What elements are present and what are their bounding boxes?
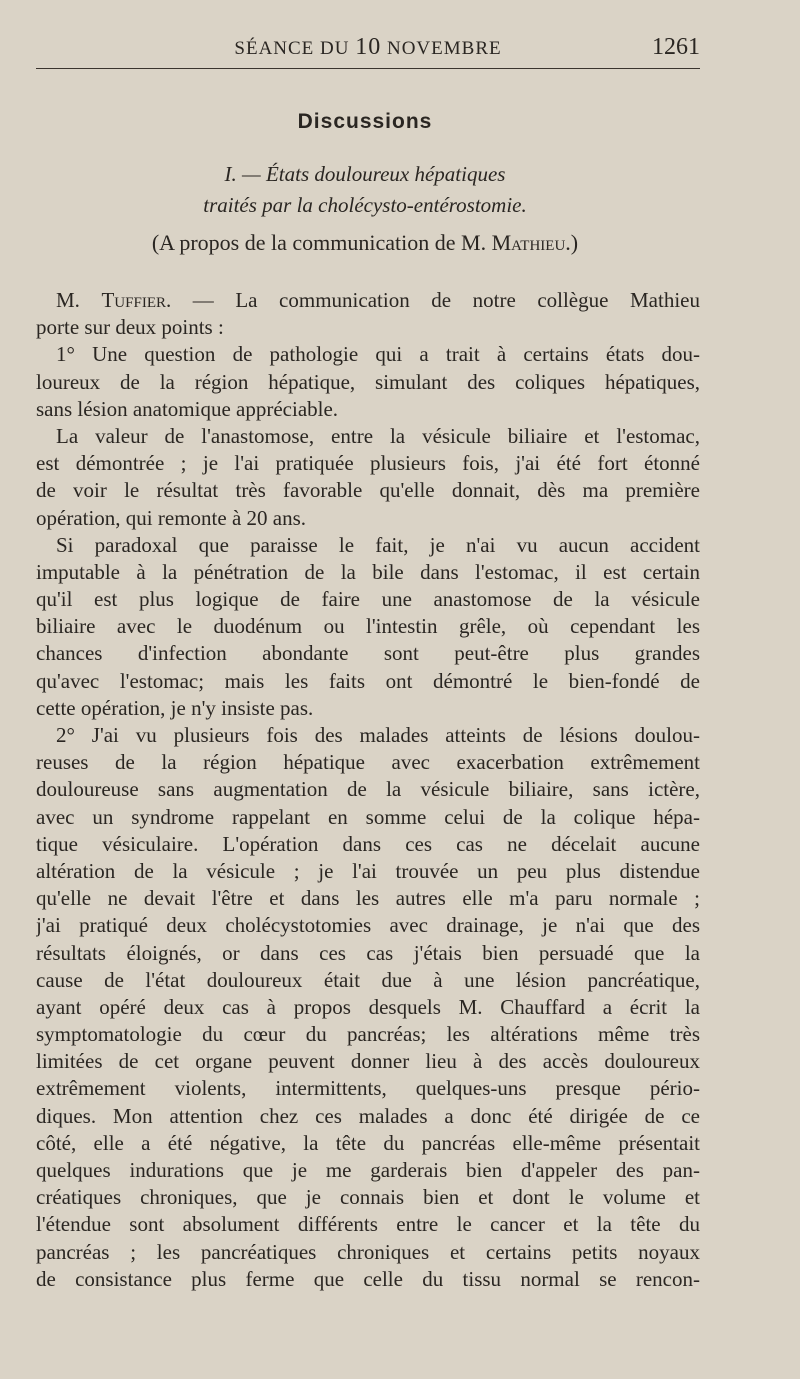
speaker-line [36,287,700,314]
speaker-title: M. [56,288,102,312]
text-line: sans lésion anatomique appréciable. [36,396,339,421]
text-line: l'étendue sont absolument différents entre le cancer et la tête du [36,1212,700,1237]
text-line: opération, qui remonte à 20 ans. [36,505,307,530]
text-line: créatiques chroniques, que je connais bien et dont le volume et [36,1185,700,1210]
text-line: de voir le résultat très favorable qu'elle donnait, dès ma première [36,478,700,503]
text-line: pancréas ; les pancréatiques chroniques et certains petits noyaux [36,1239,700,1264]
apropos-post: .) [565,230,579,255]
apropos-name: Mathieu [491,230,566,255]
speaker-name: Tuffier [101,288,166,312]
text-line: de consistance plus ferme que celle du tissu normal se rencon- [36,1266,700,1291]
text-line: symptomatologie du cœur du pancréas; les altérations même très [36,1022,700,1047]
body-text [36,287,700,1293]
text-line: j'ai pratiqué deux cholécystotomies avec drainage, je n'ai que des [36,913,700,938]
running-head-pre: SÉANCE DU [234,38,356,59]
text-line: chances d'infection abondante sont peut-être plus grandes [36,641,700,666]
page-number: 1261 [652,34,700,60]
text-line: diques. Mon attention chez ces malades a donc été dirigée de ce [36,1103,700,1128]
text-line: tique vésiculaire. L'opération dans ces cas ne décelait aucune [36,831,700,856]
text-line: limitées de cet organe peuvent donner lieu à des accès douloureux [36,1049,700,1074]
text-line: douloureuse sans augmentation de la vésicule biliaire, sans ictère, [36,777,700,802]
running-head-post: NOVEMBRE [381,38,502,59]
text-line: biliaire avec le duodénum ou l'intestin grêle, où cependant les [36,614,700,639]
text-line: imputable à la pénétration de la bile dans l'estomac, il est certain [36,559,700,584]
text-line: porte sur deux points : [36,315,224,340]
running-head [36,34,700,64]
text-line: altération de la vésicule ; je l'ai trouvée un peu plus distendue [36,858,700,883]
subtitle-line-1: I. — États douloureux hépatiques [224,162,506,186]
text-line: ayant opéré deux cas à propos desquels M. Chauffard a écrit la [36,994,700,1019]
speaker-rest: . — La communication de notre collègue Mathieu [166,288,700,312]
text-line: cette opération, je n'y insiste pas. [36,695,314,720]
text-line: qu'elle ne devait l'être et dans les autres elle m'a paru normale ; [36,886,700,911]
text-line: 1° Une question de pathologie qui a trait à certains états dou- [56,342,700,367]
apropos-line [0,230,730,256]
text-line: est démontrée ; je l'ai pratiquée plusieurs fois, j'ai été fort étonné [36,451,700,476]
text-line: 2° J'ai vu plusieurs fois des malades atteints de lésions doulou- [56,723,700,747]
text-line: qu'il est plus logique de faire une anastomose de la vésicule [36,587,700,612]
text-line: avec un syndrome rappelant en somme celui de la colique hépa- [36,804,700,829]
section-heading: Discussions [297,110,433,133]
apropos-pre: (A propos de la communication de M. [151,230,492,255]
text-line: qu'avec l'estomac; mais les faits ont démontré le bien-fondé de [36,668,700,693]
subtitle-line-2: traités par la cholécysto-entérostomie. [203,193,527,217]
text-line: La valeur de l'anastomose, entre la vésicule biliaire et l'estomac, [56,423,700,448]
running-head-day: 10 [355,34,382,60]
text-line: côté, elle a été négative, la tête du pancréas elle-même présentait [36,1130,700,1155]
header-rule [36,68,700,69]
text-line: extrêmement violents, intermittents, quelques-uns presque pério- [36,1076,700,1101]
text-line: reuses de la région hépatique avec exacerbation extrêmement [36,750,700,775]
text-line: loureux de la région hépatique, simulant des coliques hépatiques, [36,369,700,394]
running-head-title [36,34,700,61]
text-line: quelques indurations que je me garderais bien d'appeler des pan- [36,1158,700,1182]
text-line: résultats éloignés, or dans ces cas j'étais bien persuadé que la [36,940,700,965]
text-line: Si paradoxal que paraisse le fait, je n'ai vu aucun accident [56,532,700,557]
text-line: cause de l'état douloureux était due à une lésion pancréatique, [36,967,700,992]
